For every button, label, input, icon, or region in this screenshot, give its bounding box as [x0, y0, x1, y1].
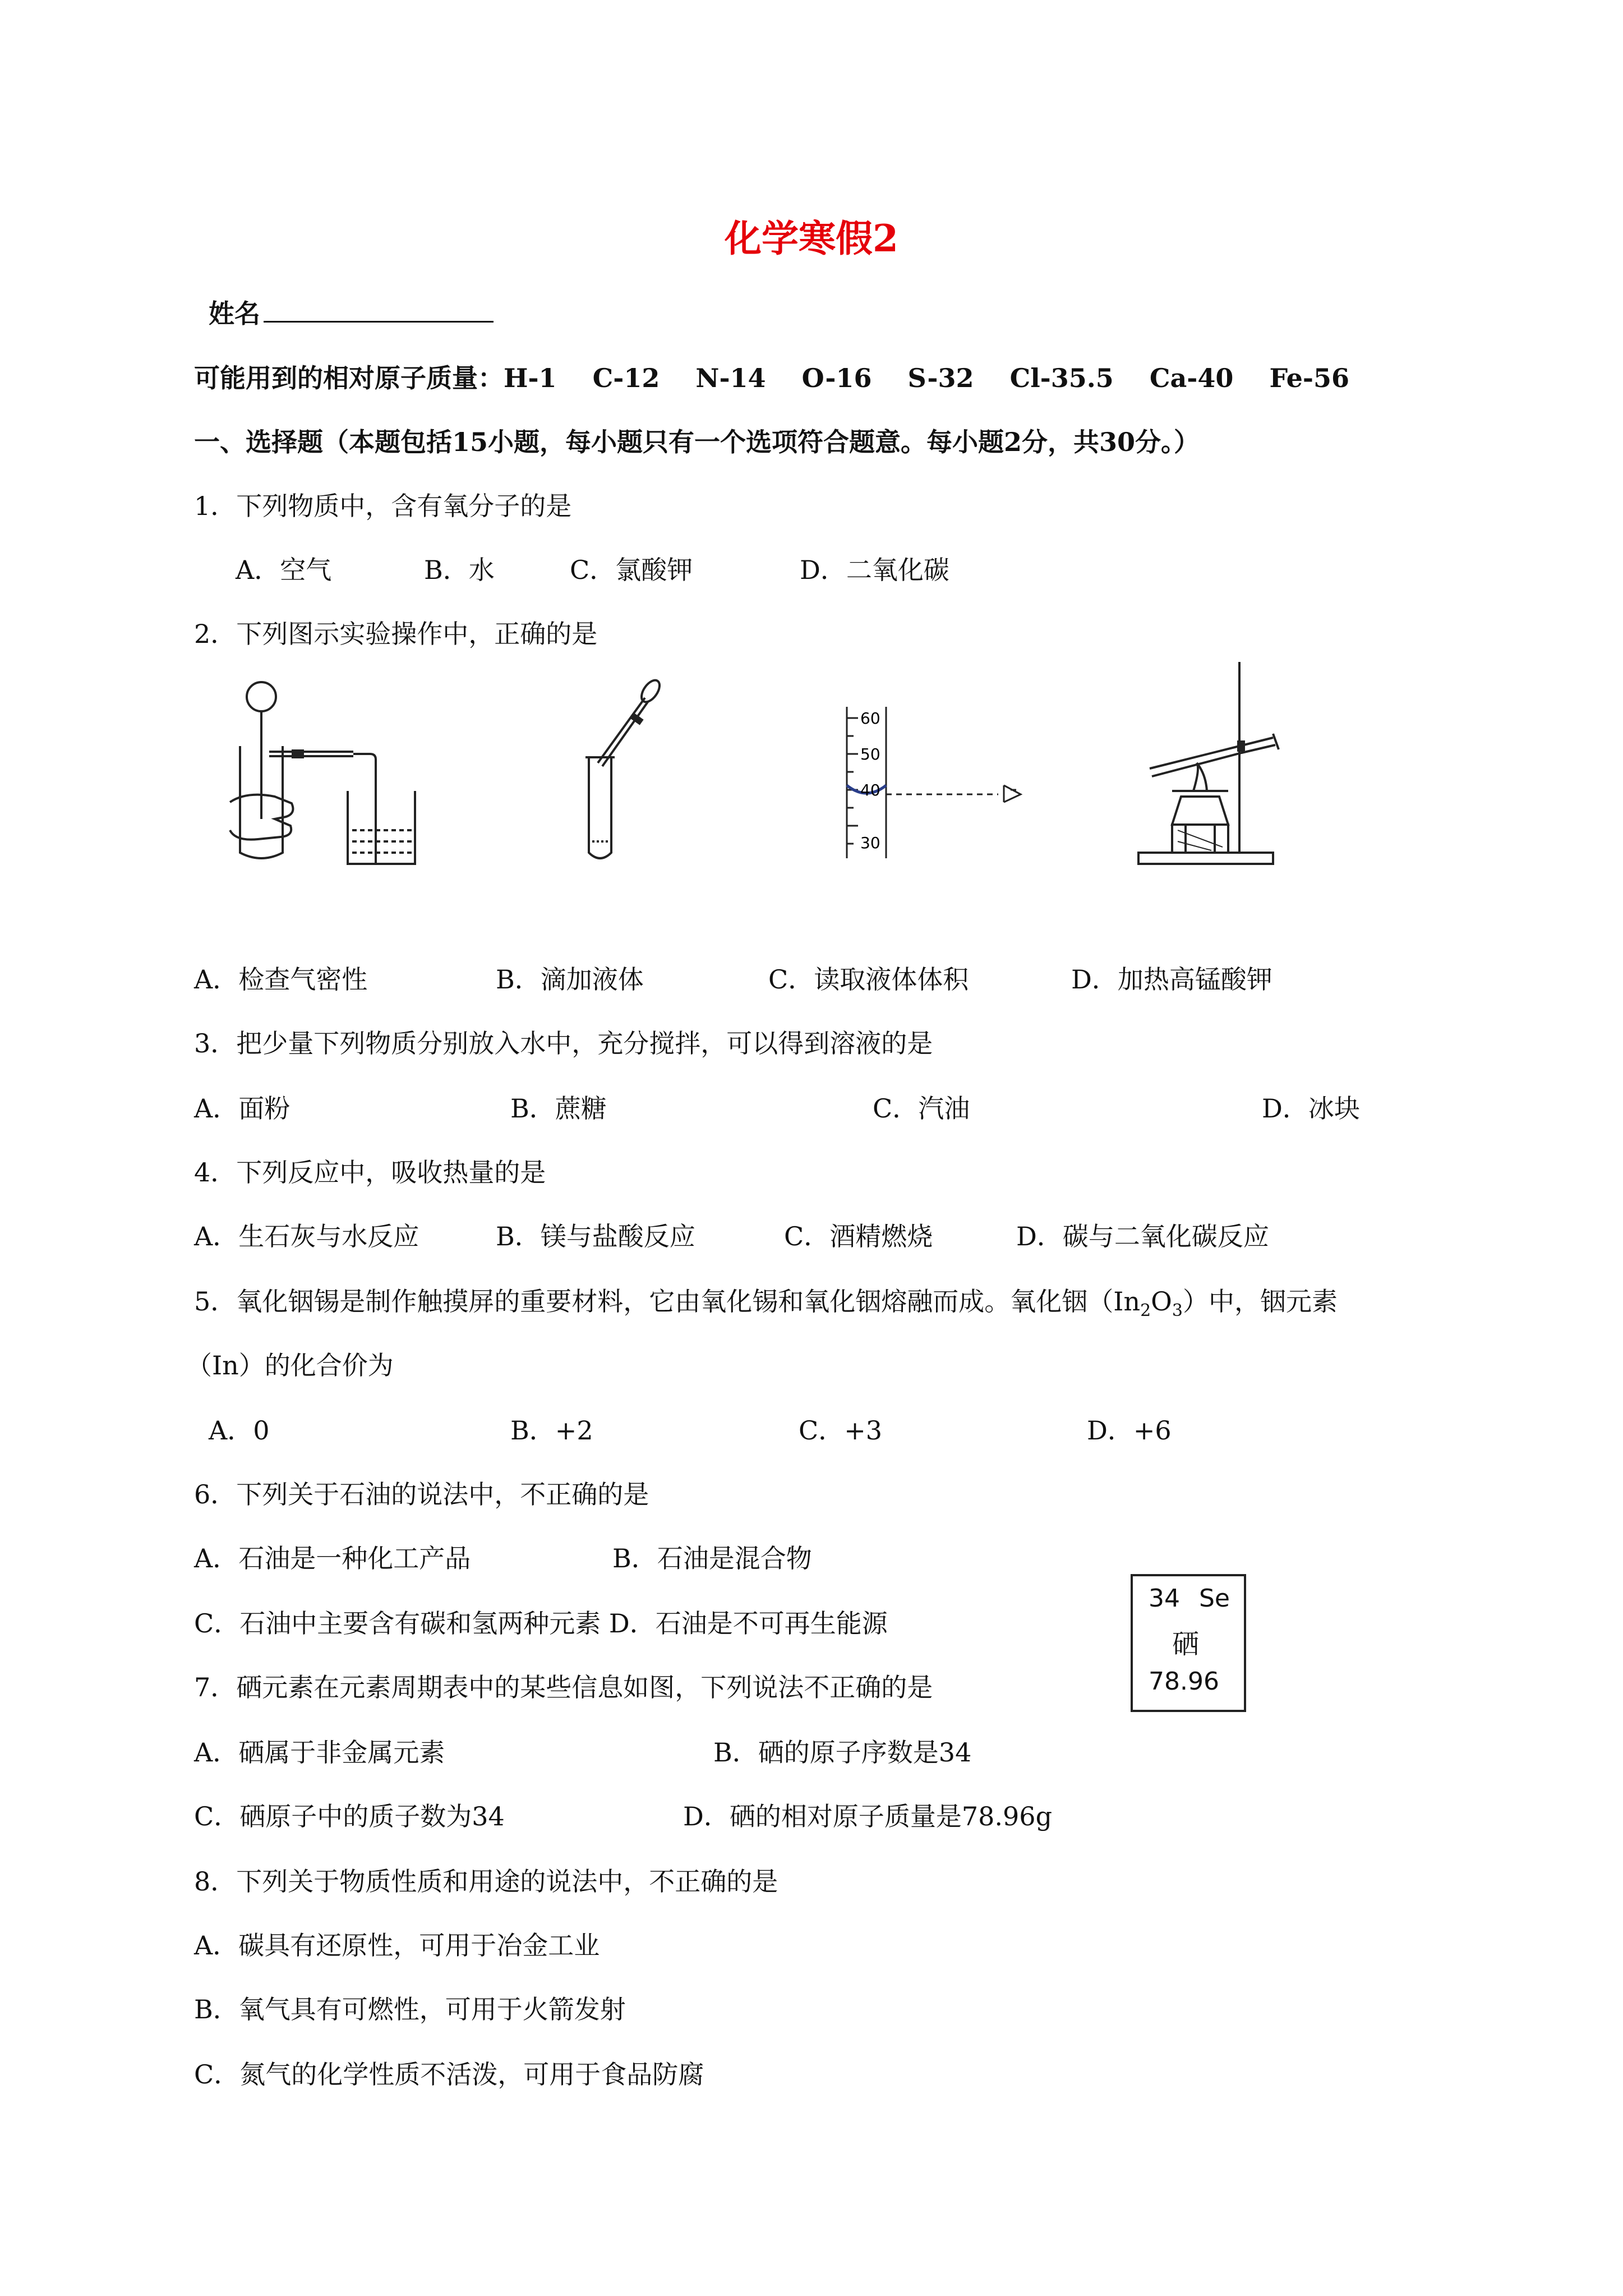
question-1-stem: 1．下列物质中，含有氧分子的是: [194, 491, 572, 521]
figure-airtightness-check: [224, 679, 426, 869]
q3-option-a[interactable]: A．面粉: [194, 1093, 291, 1124]
element-mass: 78.96: [1149, 1667, 1219, 1696]
q6-option-cd[interactable]: C．石油中主要含有碳和氢两种元素 D．石油是不可再生能源: [194, 1608, 888, 1639]
q6-option-a[interactable]: A．石油是一种化工产品: [194, 1543, 471, 1573]
q7-option-d[interactable]: D．硒的相对原子质量是78.96g: [683, 1801, 1053, 1832]
question-2-stem: 2．下列图示实验操作中，正确的是: [194, 619, 598, 649]
atomic-masses: 可能用到的相对原子质量：H-1 C-12 N-14 O-16 S-32 Cl-35.5 Ca-40 Fe-56: [194, 363, 1349, 393]
element-number: 34: [1149, 1584, 1180, 1613]
q4-option-a[interactable]: A．生石灰与水反应: [194, 1221, 419, 1251]
q6-option-b[interactable]: B．石油是混合物: [612, 1543, 812, 1573]
q5-option-d[interactable]: D．+6: [1087, 1415, 1172, 1446]
figure-graduated-cylinder: [836, 701, 1038, 869]
q2-option-d[interactable]: D．加热高锰酸钾: [1071, 964, 1272, 995]
question-5-stem: 5．氧化铟锡是制作触摸屏的重要材料，它由氧化锡和氧化铟熔融而成。氧化铟$(In_2O_3)$中，铟元素: [194, 1286, 1338, 1321]
question-4-stem: 4．下列反应中，吸收热量的是: [194, 1157, 546, 1188]
q2-option-a[interactable]: A．检查气密性: [194, 964, 368, 995]
q1-option-d[interactable]: D．二氧化碳: [800, 555, 949, 585]
cylinder-tick-30: 30: [860, 834, 880, 852]
q7-option-b[interactable]: B．硒的原子序数是34: [713, 1737, 972, 1768]
q7-option-c[interactable]: C．硒原子中的质子数为34: [194, 1801, 505, 1832]
q8-option-b[interactable]: B．氧气具有可燃性，可用于火箭发射: [194, 1994, 626, 2024]
q2-option-c[interactable]: C．读取液体体积: [768, 964, 969, 995]
q1-option-a[interactable]: A．空气: [236, 555, 332, 585]
q3-option-c[interactable]: C．汽油: [873, 1093, 970, 1124]
question-8-stem: 8．下列关于物质性质和用途的说法中，不正确的是: [194, 1866, 778, 1897]
figure-heating-apparatus: [1127, 656, 1329, 869]
q2-option-b[interactable]: B．滴加液体: [496, 964, 644, 995]
cylinder-tick-40: 40: [860, 781, 880, 799]
element-selenium-card: [1131, 1574, 1246, 1712]
section-heading: 一、选择题（本题包括15小题，每小题只有一个选项符合题意。每小题2分，共30分。）: [194, 427, 1200, 457]
q3-option-d[interactable]: D．冰块: [1262, 1093, 1360, 1124]
page-title: 化学寒假2: [725, 217, 898, 260]
q5-option-a[interactable]: A．0: [209, 1415, 270, 1446]
question-3-stem: 3．把少量下列物质分别放入水中，充分搅拌，可以得到溶液的是: [194, 1028, 933, 1059]
q4-option-b[interactable]: B．镁与盐酸反应: [496, 1221, 695, 1251]
q8-option-c[interactable]: C．氮气的化学性质不活泼，可用于食品防腐: [194, 2059, 704, 2090]
question-7-stem: 7．硒元素在元素周期表中的某些信息如图，下列说法不正确的是: [194, 1672, 933, 1703]
q5-option-c[interactable]: C．+3: [799, 1415, 883, 1446]
q7-option-a[interactable]: A．硒属于非金属元素: [194, 1737, 445, 1768]
question-5-stem-line2: （In）的化合价为: [186, 1350, 394, 1381]
q5-option-b[interactable]: B．+2: [510, 1415, 593, 1446]
q3-option-b[interactable]: B．蔗糖: [510, 1093, 607, 1124]
q4-option-d[interactable]: D．碳与二氧化碳反应: [1016, 1221, 1269, 1251]
element-symbol: Se: [1199, 1584, 1230, 1613]
q1-option-b[interactable]: B．水: [424, 555, 495, 585]
q4-option-c[interactable]: C．酒精燃烧: [784, 1221, 933, 1251]
name-label: 姓名: [209, 298, 260, 329]
q1-option-c[interactable]: C．氯酸钾: [570, 555, 693, 585]
cylinder-tick-50: 50: [860, 745, 880, 763]
q8-option-a[interactable]: A．碳具有还原性，可用于冶金工业: [194, 1930, 600, 1961]
question-6-stem: 6．下列关于石油的说法中，不正确的是: [194, 1479, 649, 1510]
figure-dropper: [561, 679, 673, 869]
name-field[interactable]: [209, 296, 494, 330]
cylinder-tick-60: 60: [860, 709, 880, 728]
name-blank[interactable]: [264, 296, 494, 323]
element-name: 硒: [1172, 1628, 1200, 1660]
